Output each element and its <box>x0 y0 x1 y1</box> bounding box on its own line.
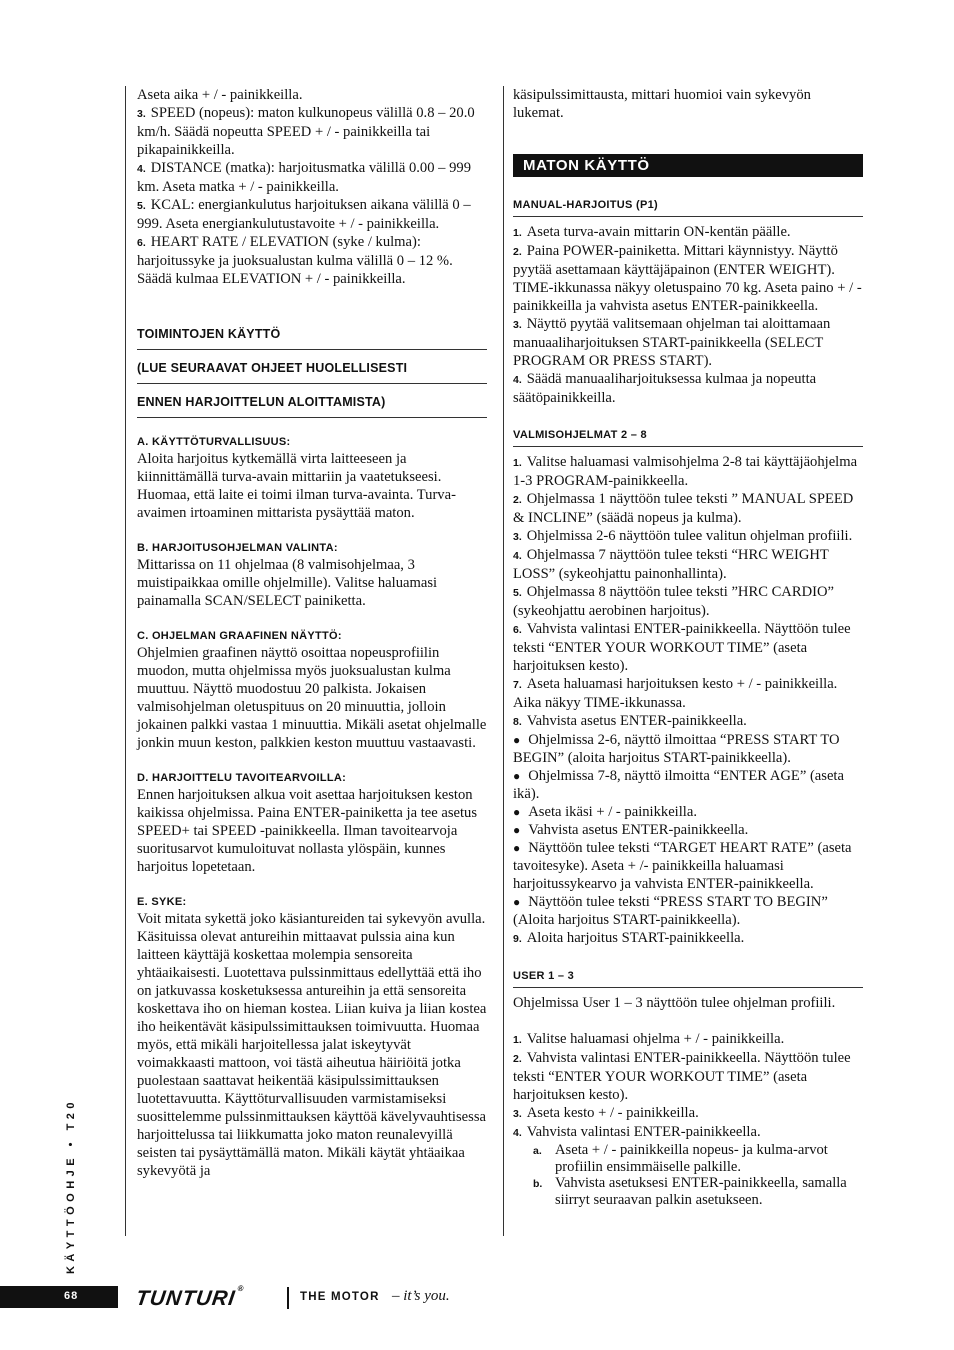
bullet-item <box>513 731 863 767</box>
item-text: Näyttöön tulee teksti “PRESS START TO BEGIN” (Aloita harjoitus START-painikkeella). <box>513 894 828 928</box>
bullet-icon: ● <box>513 733 521 747</box>
bullet-icon: ● <box>513 769 521 783</box>
item-text: Vahvista asetuksesi ENTER-painikkeella, samalla siirryt seuraavan palkin asetukseen. <box>555 1175 847 1208</box>
item-number: 9. <box>513 933 522 945</box>
item-text: Ohjelmassa 1 näyttöön tulee teksti ” MANUAL SPEED & INCLINE” (säädä nopeus ja kulma). <box>513 491 854 526</box>
page-number: 68 <box>64 1290 79 1302</box>
item-text: Vahvista valintasi ENTER-painikkeella. Näyttöön tulee teksti “ENTER YOUR WORKOUT TIME” (aseta harjoituksen kesto). <box>513 1050 851 1103</box>
column-rule-middle <box>503 86 504 1236</box>
item-text: Näyttöön tulee teksti “TARGET HEART RATE” (aseta tavoitesyke). Aseta + /- painikkeilla haluamasi harjoitussykearvo ja vahvista ENTER-painikkeella. <box>513 840 852 892</box>
item-letter: b. <box>533 1178 543 1190</box>
list-item <box>513 620 863 675</box>
subheading: E. SYKE: <box>137 896 187 908</box>
paragraph: Aseta aika + / - painikkeilla. <box>137 87 303 103</box>
item-number: 4. <box>513 1127 522 1139</box>
paragraph: Ennen harjoituksen alkua voit asettaa harjoituksen keston kaikissa ohjelmissa. Paina ENTER-painiketta ja tee asetus SPEED+ tai SPEED -painikkeella. Ilman tavoitearvoja suoritusarvot kumuloituvat nollasta ylöspäin, kunnes harjoitus lopetetaan. <box>137 787 478 875</box>
item-text: SPEED (nopeus): maton kulkunopeus välillä 0.8 – 20.0 km/h. Säädä nopeutta SPEED + / - painikkeilla tai pikapainikkeilla. <box>137 105 475 158</box>
item-text: Ohjelmissa 2-6 näyttöön tulee valitun ohjelman profiili. <box>526 528 853 544</box>
bullet-icon: ● <box>513 823 521 837</box>
item-text: Aseta + / - painikkeilla nopeus- ja kulma-arvot profiilin ensimmäiselle palkille. <box>555 1142 828 1175</box>
item-text: Näyttö pyytää valitsemaan ohjelman tai aloittamaan manuaaliharjoituksen START-painikkeella (SELECT PROGRAM OR PRESS START). <box>513 316 831 369</box>
list-item <box>513 1049 863 1104</box>
list-item <box>513 527 863 546</box>
list-item <box>513 929 863 948</box>
item-number: 3. <box>513 1108 522 1120</box>
brand-logo-text: TUNTURI <box>134 1287 237 1310</box>
list-item <box>513 453 863 490</box>
item-number: 6. <box>137 237 146 249</box>
item-text: Vahvista valintasi ENTER-painikkeella. <box>526 1124 761 1140</box>
item-number: 2. <box>513 246 522 258</box>
item-number: 4. <box>513 374 522 386</box>
item-text: Vahvista asetus ENTER-painikkeella. <box>528 822 749 838</box>
item-number: 3. <box>513 531 522 543</box>
bullet-item <box>513 803 863 821</box>
paragraph: käsipulssimittausta, mittari huomioi vain sykevyön lukemat. <box>513 87 811 121</box>
bullet-item <box>513 821 863 839</box>
item-text: Aseta kesto + / - painikkeilla. <box>526 1105 699 1121</box>
side-label-text: KÄYTTÖOHJE • T20 <box>65 1097 77 1275</box>
section-title-bar: MATON KÄYTTÖ <box>513 154 863 177</box>
list-item <box>137 104 487 159</box>
item-text: Aseta turva-avain mittarin ON-kentän päälle. <box>526 224 791 240</box>
list-item <box>513 223 863 242</box>
item-number: 3. <box>137 108 146 120</box>
item-number: 7. <box>513 679 522 691</box>
bullet-icon: ● <box>513 895 521 909</box>
item-number: 3. <box>513 319 522 331</box>
paragraph: Ohjelmissa User 1 – 3 näyttöön tulee ohjelman profiili. <box>513 995 836 1011</box>
tagline-italic: – it’s you. <box>392 1288 450 1304</box>
right-column <box>513 86 863 1208</box>
item-number: 1. <box>513 227 522 239</box>
bullet-item <box>513 839 863 893</box>
bullet-icon: ● <box>513 805 521 819</box>
page-number-box <box>0 1286 118 1308</box>
subheading: A. KÄYTTÖTURVALLISUUS: <box>137 436 291 448</box>
list-item <box>513 315 863 370</box>
list-item <box>513 242 863 315</box>
item-text: Säädä manuaaliharjoituksessa kulmaa ja nopeutta säätöpainikkeilla. <box>513 371 817 406</box>
list-item <box>137 196 487 233</box>
subheading: B. HARJOITUSOHJELMAN VALINTA: <box>137 542 338 554</box>
item-number: 5. <box>513 587 522 599</box>
paragraph: Voit mitata sykettä joko käsiantureiden tai sykevyön avulla. Käsituissa olevat antureihin mittaavat pulssia aina kun laitteen käyttäjä koskettaa molempia sensoreita yhtäaikaisesti. Luotettava pulssinmittaus edellyttää että iho on jatkuvassa kosketuksessa antureihin ja että sensoreita koskettava iho on hieman kostea. Liian kuiva ja liian kostea iho heikentävät käsipulssimittauksen toimivuutta. Huomaa myös, että mikäli harjoitellessa jalat iskeytyvät voimakkaasti mattoon, voi tästä aiheutua häiriöitä jotka puolestaan saattavat heikentää käsipulssimittauksen luotettavuutta. Käyttöturvallisuuden varmistamiseksi suosittelemme pulssinmittauksen käyttöä kävelyvauhtisessa harjoittelussa tai liikkumatta joko maton reunalevyillä seisten tai pysäyttämällä maton. Mikäli käytät yhtäaikaa sykevyötä ja <box>137 911 487 1179</box>
footer-divider <box>287 1287 289 1309</box>
list-item <box>513 675 863 712</box>
item-text: Valitse haluamasi valmisohjelma 2-8 tai käyttäjäohjelma 1-3 PROGRAM-painikkeella. <box>513 454 858 489</box>
item-number: 2. <box>513 1053 522 1065</box>
subheading: USER 1 – 3 <box>513 970 575 982</box>
paragraph: Mittarissa on 11 ohjelmaa (8 valmisohjelmaa, 3 muistipaikkaa omille ohjelmille). Valitse haluamasi painamalla SCAN/SELECT painiketta. <box>137 557 438 609</box>
list-item <box>513 1123 863 1142</box>
brand-logo <box>134 1284 246 1311</box>
column-rule-left <box>125 86 126 1236</box>
item-number: 8. <box>513 716 522 728</box>
item-text: Paina POWER-painiketta. Mittari käynnistyy. Näyttö pyytää asettamaan käyttäjäpainon (ENTER WEIGHT). TIME-ikkunassa näkyy oletuspaino 70 kg. Aseta paino + / - painikkeilla ja vahvista asetus ENTER-painikkeella. <box>513 243 862 314</box>
item-text: Ohjelmissa 7-8, näyttö ilmoitta “ENTER AGE” (aseta ikä). <box>513 768 844 802</box>
item-text: Aseta ikäsi + / - painikkeilla. <box>528 804 697 820</box>
list-item <box>513 1104 863 1123</box>
list-item <box>513 490 863 527</box>
item-number: 1. <box>513 457 522 469</box>
registered-mark: ® <box>236 1284 246 1293</box>
list-item <box>513 370 863 407</box>
item-text: KCAL: energiankulutus harjoituksen aikana välillä 0 – 999. Aseta energiankulutustavoite + / - painikkeilla. <box>137 197 471 232</box>
item-number: 4. <box>137 163 146 175</box>
item-text: Vahvista asetus ENTER-painikkeella. <box>526 713 747 729</box>
item-number: 5. <box>137 200 146 212</box>
list-item <box>513 583 863 620</box>
tagline: THE MOTOR <box>300 1291 380 1303</box>
bullet-item <box>513 767 863 803</box>
subheading: C. OHJELMAN GRAAFINEN NÄYTTÖ: <box>137 630 342 642</box>
sub-list-item <box>513 1142 863 1175</box>
list-item <box>513 1030 863 1049</box>
side-label <box>56 1097 80 1280</box>
item-number: 1. <box>513 1034 522 1046</box>
list-item <box>513 546 863 583</box>
item-letter: a. <box>533 1145 542 1157</box>
section-heading: TOIMINTOJEN KÄYTTÖ <box>137 322 487 350</box>
item-number: 4. <box>513 550 522 562</box>
item-number: 6. <box>513 624 522 636</box>
item-text: Vahvista valintasi ENTER-painikkeella. Näyttöön tulee teksti “ENTER YOUR WORKOUT TIME” (aseta harjoituksen kesto). <box>513 621 851 674</box>
bullet-icon: ● <box>513 841 521 855</box>
subheading: MANUAL-HARJOITUS (P1) <box>513 199 659 211</box>
left-column <box>137 86 487 1180</box>
item-text: Ohjelmassa 7 näyttöön tulee teksti “HRC WEIGHT LOSS” (sykeohjattu painonhallinta). <box>513 547 829 582</box>
section-heading: ENNEN HARJOITTELUN ALOITTAMISTA) <box>137 390 487 418</box>
item-text: Ohjelmissa 2-6, näyttö ilmoittaa “PRESS START TO BEGIN” (aloita harjoitus START-painikkeella). <box>513 732 840 766</box>
subheading: D. HARJOITTELU TAVOITEARVOILLA: <box>137 772 347 784</box>
paragraph: Ohjelmien graafinen näyttö osoittaa nopeusprofiilin muodon, mutta ohjelmissa myös juoksualustan kulma muuttuu. Näyttö muodostuu 20 palkista. Jokaisen valmisohjelman oletuspituus on 20 minuuttia, jolloin jokainen palkki vastaa 1 minuuttia. Mikäli asetat ohjelmalle jonkin muun keston, palkkien keston muuttuu vastaavasti. <box>137 645 487 751</box>
list-item <box>513 712 863 731</box>
section-heading: (LUE SEURAAVAT OHJEET HUOLELLISESTI <box>137 356 487 384</box>
list-item <box>137 159 487 196</box>
paragraph: Aloita harjoitus kytkemällä virta laitteeseen ja kiinnittämällä turva-avain mittariin ja vaatetukseesi. Huomaa, että laite ei toimi ilman turva-avainta. Turva-avaimen irtoaminen mittarista pysäyttää maton. <box>137 451 456 521</box>
bullet-item <box>513 893 863 929</box>
item-text: Aloita harjoitus START-painikkeella. <box>526 930 745 946</box>
item-text: Aseta haluamasi harjoituksen kesto + / - painikkeilla. Aika näkyy TIME-ikkunassa. <box>513 676 838 711</box>
item-text: Ohjelmassa 8 näyttöön tulee teksti ”HRC CARDIO” (sykeohjattu aerobinen harjoitus). <box>513 584 834 619</box>
item-text: HEART RATE / ELEVATION (syke / kulma): harjoitussyke ja juoksualustan kulma välillä 0 – 12 %. Säädä kulmaa ELEVATION + / - painikkeilla. <box>137 234 453 287</box>
subheading: VALMISOHJELMAT 2 – 8 <box>513 429 647 441</box>
item-number: 2. <box>513 494 522 506</box>
list-item <box>137 233 487 288</box>
item-text: DISTANCE (matka): harjoitusmatka välillä 0.00 – 999 km. Aseta matka + / - painikkeilla. <box>137 160 472 195</box>
item-text: Valitse haluamasi ohjelma + / - painikkeilla. <box>526 1031 785 1047</box>
sub-list-item <box>513 1175 863 1208</box>
